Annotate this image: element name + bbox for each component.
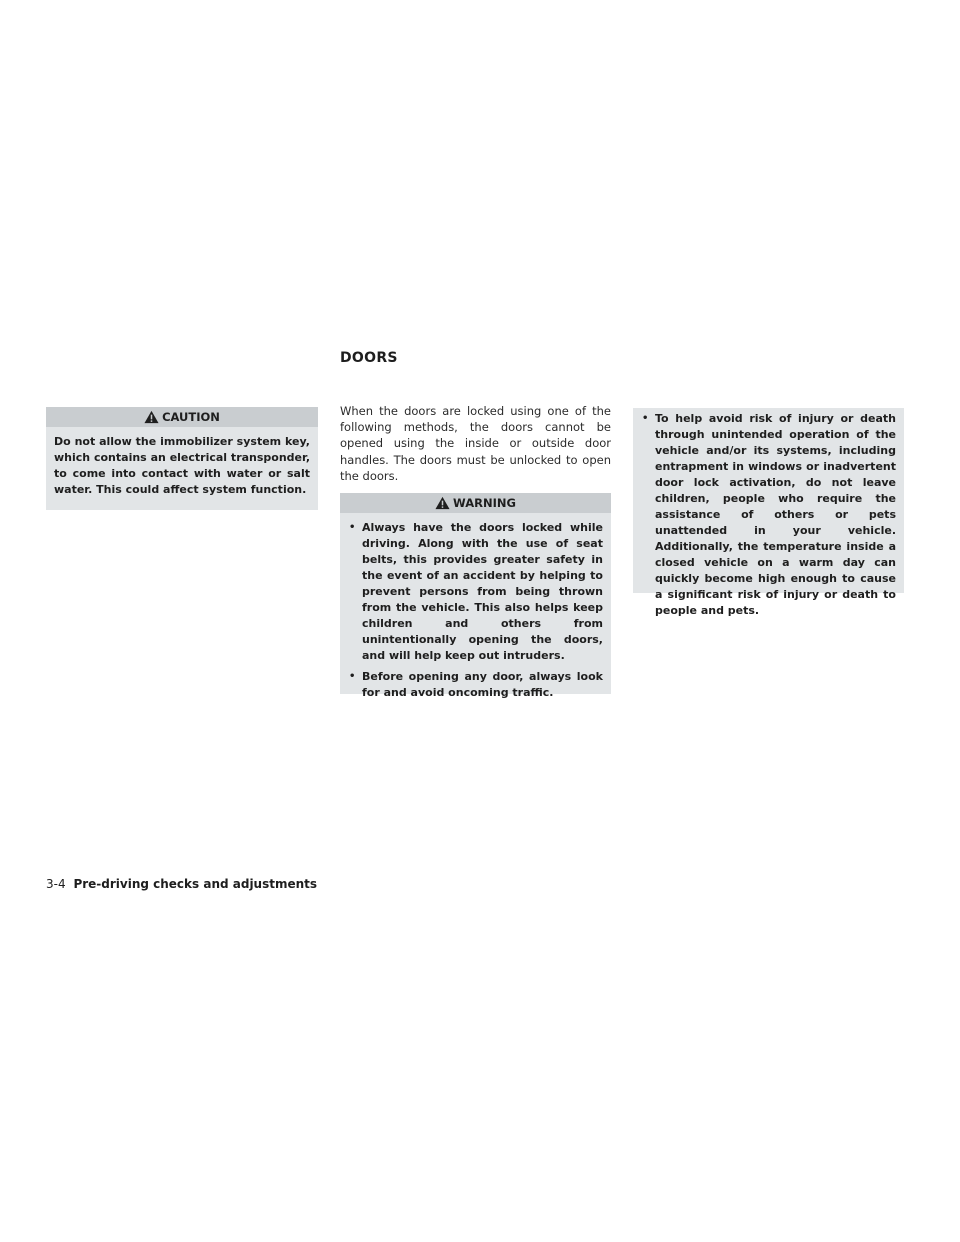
caution-text: Do not allow the immobilizer system key, which contains an electrical transponder, to come into contact with water or salt water. This could affect system function.: [54, 435, 310, 496]
warning-item: • Always have the doors locked while driving. Along with the use of seat belts, this provides greater safety in the event of an accident by helping to prevent persons from being thrown from the vehicle. This also helps keep children and others from unintentionally opening the doors, and will help keep out intruders.: [348, 520, 603, 664]
caution-header: [46, 407, 318, 427]
section-title: DOORS: [340, 350, 398, 366]
warning-label: WARNING: [453, 496, 516, 510]
caution-box: [46, 407, 318, 510]
warning-box: [340, 493, 611, 699]
warning-triangle-icon: [144, 410, 159, 424]
warning-item: • Before opening any door, always look for and avoid oncoming traffic.: [348, 669, 603, 701]
warning-body-continued: [633, 408, 904, 633]
page-number: 3-4: [46, 877, 66, 891]
chapter-title: Pre-driving checks and adjustments: [73, 877, 318, 891]
warning-box-continued: [633, 408, 904, 617]
caution-label: CAUTION: [162, 410, 220, 424]
warning-item: • To help avoid risk of injury or death through unintended operation of the vehicle and/or its systems, including entrapment in windows or inadvertent door lock activation, do not leave children, people who require the assistance of others or pets unattended in your vehicle. Additionally, the temperature inside a closed vehicle on a warm day can quickly become high enough to cause a significant risk of injury or death to people and pets.: [641, 411, 896, 619]
page-footer: [46, 877, 317, 891]
warning-body: [340, 513, 611, 715]
warning-header: [340, 493, 611, 513]
intro-paragraph: When the doors are locked using one of the following methods, the doors cannot be opened using the inside or outside door handles. The doors must be unlocked to open the doors.: [340, 404, 611, 483]
warning-triangle-icon: [435, 496, 450, 510]
